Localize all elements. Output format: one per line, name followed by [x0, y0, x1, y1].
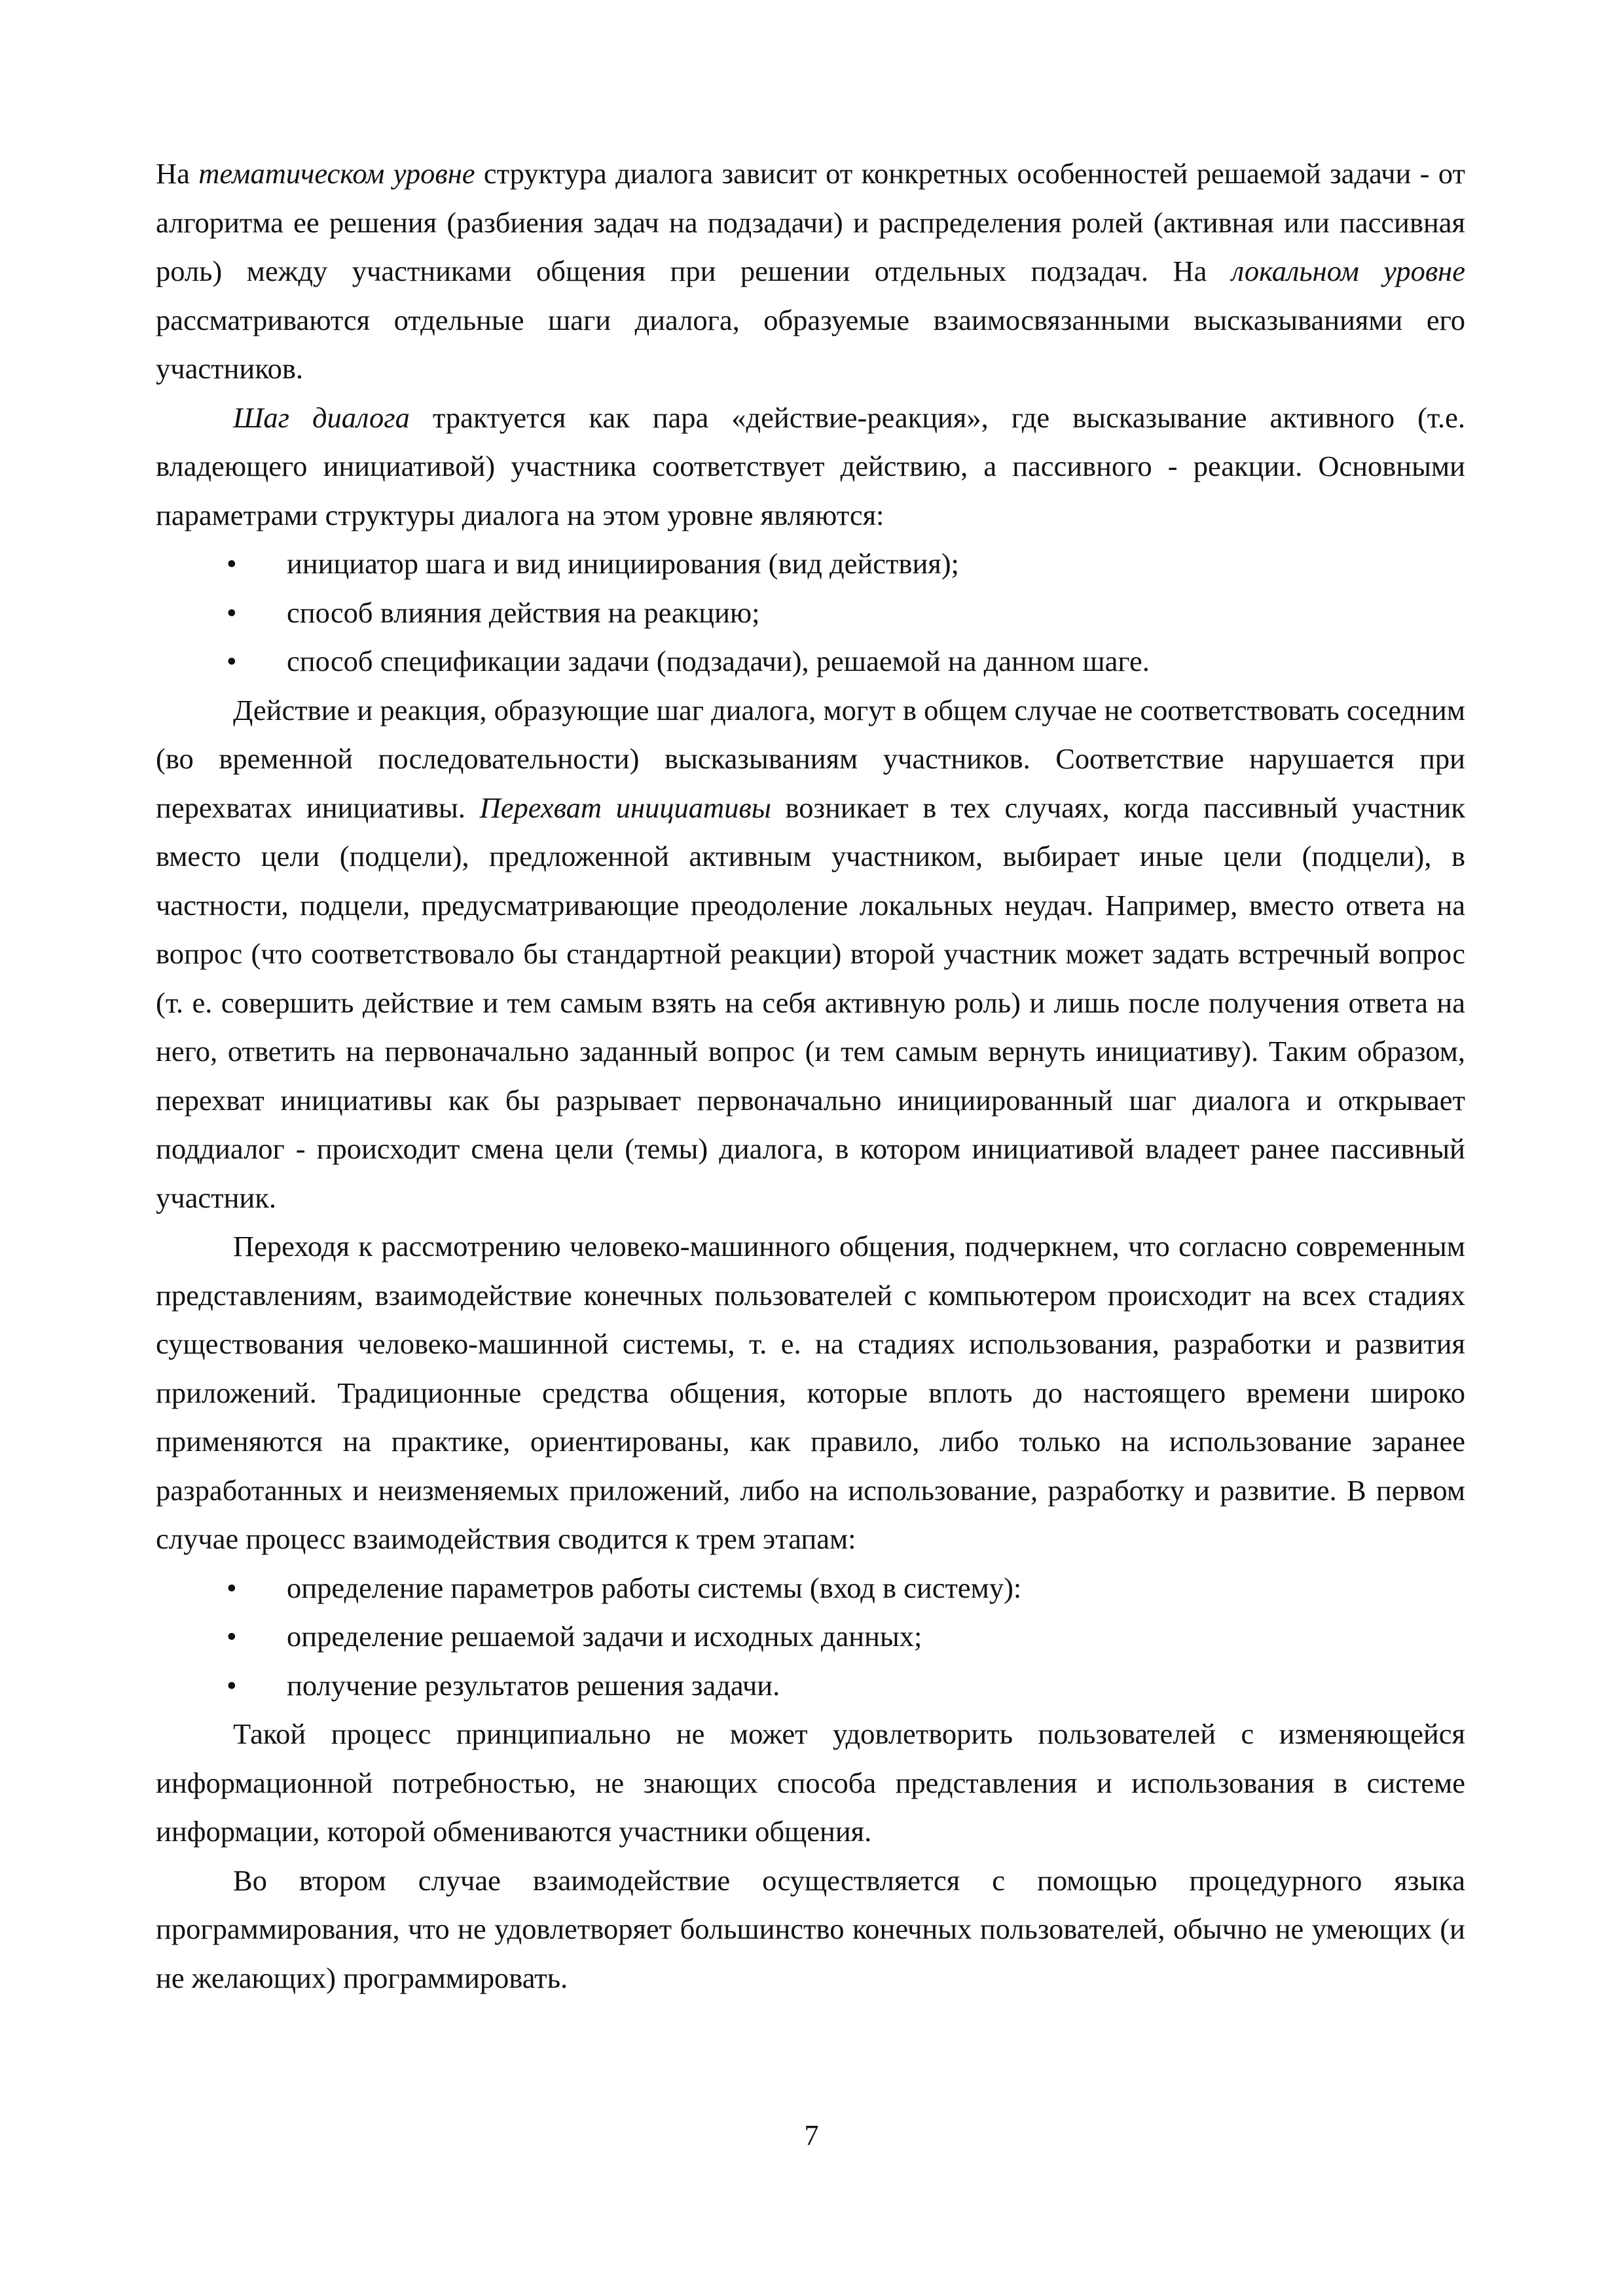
- term-thematic-level: тематическом уровне: [198, 157, 475, 190]
- list-item: [156, 637, 1465, 686]
- list-item: [156, 1661, 1465, 1710]
- bullet-icon: •: [227, 1571, 237, 1604]
- bullet-icon: •: [227, 1620, 237, 1653]
- list-item-text: получение результатов решения задачи.: [287, 1668, 780, 1702]
- page-body: [156, 149, 1465, 2002]
- paragraph-process-limitations: Такой процесс принципиально не может удовлетворить пользователей с изменяющейся информационной потребностью, не знающих способа представления и использования в системе информации, которой обмениваются участники общения.: [156, 1717, 1465, 1848]
- paragraph-levels: [156, 149, 1465, 393]
- bullet-list-parameters: [156, 539, 1465, 686]
- term-initiative-interception: Перехват инициативы: [479, 791, 771, 824]
- paragraph-initiative-interception: [156, 686, 1465, 1223]
- paragraph-procedural-language: Во втором случае взаимодействие осуществляется с помощью процедурного языка программирования, что не удовлетворяет большинство конечных пользователей, обычно не умеющих (и не желающих) программировать.: [156, 1863, 1465, 1994]
- bullet-icon: •: [227, 596, 237, 629]
- term-local-level: локальном уровне: [1231, 255, 1465, 287]
- list-item: [156, 1564, 1465, 1613]
- text-run: трактуется как пара «действие-реакция», где высказывание активного (т.е. владеющего инициативой) участника соответствует действию, а пассивного - реакции. Основными параметрами структуры диалога на этом уровне являются:: [156, 401, 1466, 531]
- page-number: 7: [804, 2119, 819, 2151]
- bullet-icon: •: [227, 547, 237, 580]
- list-item-text: способ влияния действия на реакцию;: [287, 596, 760, 629]
- paragraph-dialog-step: [156, 393, 1465, 540]
- text-run: Действие и реакция, образующие шаг диалога, могут в общем случае не соответствовать соседним (во временной последовательности) высказываниям участников. Соответствие нарушается при перехватах инициативы.: [156, 693, 1465, 824]
- list-item-text: определение решаемой задачи и исходных данных;: [287, 1620, 922, 1653]
- bullet-list-stages: [156, 1564, 1465, 1710]
- list-item: [156, 539, 1465, 588]
- term-dialog-step: Шаг диалога: [233, 401, 410, 434]
- list-item: [156, 1612, 1465, 1661]
- text-run: структура диалога зависит от конкретных особенностей решаемой задачи - от алгоритма ее решения (разбиения задач на подзадачи) и распределения ролей (активная или пассивная роль) между участниками общения при решении отдельных подзадач. На: [156, 157, 1465, 287]
- bullet-icon: •: [227, 645, 237, 677]
- text-run: возникает в тех случаях, когда пассивный участник вместо цели (подцели), предложенной активным участником, выбирает иные цели (подцели), в частности, подцели, предусматривающие преодоление локальных неудач. Например, вместо ответа на вопрос (что соответствовало бы стандартной реакции) второй участник может задать встречный вопрос (т. е. совершить действие и тем самым взять на себя активную роль) и лишь после получения ответа на него, ответить на первоначально заданный вопрос (и тем самым вернуть инициативу). Таким образом, перехват инициативы как бы разрывает первоначально инициированный шаг диалога и открывает поддиалог - происходит смена цели (темы) диалога, в котором инициативой владеет ранее пассивный участник.: [156, 791, 1466, 1214]
- list-item: [156, 588, 1465, 637]
- paragraph-human-machine: Переходя к рассмотрению человеко-машинного общения, подчеркнем, что согласно современным представлениям, взаимодействие конечных пользователей с компьютером происходит на всех стадиях существования человеко-машинной системы, т. е. на стадиях использования, разработки и развития приложений. Традиционные средства общения, которые вплоть до настоящего времени широко применяются на практике, ориентированы, как правило, либо только на использование заранее разработанных и неизменяемых приложений, либо на использование, разработку и развитие. В первом случае процесс взаимодействия сводится к трем этапам:: [156, 1230, 1465, 1555]
- text-run: рассматриваются отдельные шаги диалога, образуемые взаимосвязанными высказываниями его участников.: [156, 303, 1465, 385]
- text-run: На: [156, 157, 199, 190]
- bullet-icon: •: [227, 1668, 237, 1702]
- list-item-text: определение параметров работы системы (вход в систему):: [287, 1571, 1022, 1604]
- list-item-text: инициатор шага и вид инициирования (вид действия);: [287, 547, 959, 580]
- list-item-text: способ спецификации задачи (подзадачи), решаемой на данном шаге.: [287, 645, 1150, 677]
